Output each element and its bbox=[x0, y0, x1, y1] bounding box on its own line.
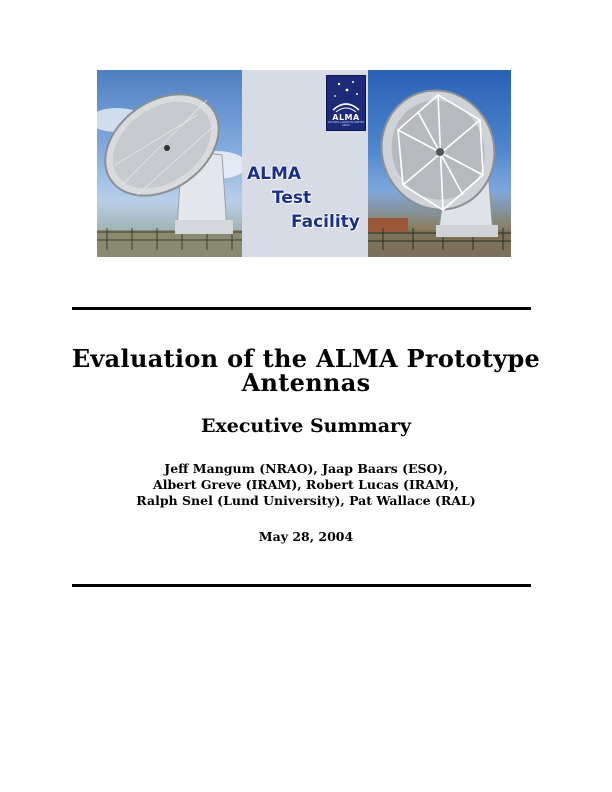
antenna-right-illustration bbox=[368, 70, 511, 257]
facility-line-2: Test bbox=[272, 188, 312, 208]
star-arc-icon bbox=[327, 76, 365, 116]
logo-text: ALMA bbox=[332, 113, 360, 122]
alma-banner-image bbox=[97, 70, 511, 257]
authors-line-1: Jeff Mangum (NRAO), Jaap Baars (ESO), bbox=[164, 461, 448, 476]
alma-logo bbox=[326, 75, 366, 131]
facility-line-3: Facility bbox=[291, 212, 360, 232]
alma-test-facility-panel bbox=[242, 70, 368, 257]
logo-subtext: ATACAMA LARGE MILLIMETER ARRAY bbox=[327, 121, 365, 127]
document-title bbox=[60, 344, 552, 397]
title-line-1: Evaluation of the ALMA Prototype bbox=[71, 344, 541, 373]
antenna-photo-right bbox=[368, 70, 511, 257]
facility-line-1: ALMA bbox=[247, 164, 302, 184]
document-date: May 28, 2004 bbox=[258, 529, 354, 544]
antenna-photo-left bbox=[97, 70, 242, 257]
antenna-left-illustration bbox=[97, 70, 242, 257]
top-rule bbox=[72, 307, 531, 310]
authors-line-2: Albert Greve (IRAM), Robert Lucas (IRAM), bbox=[153, 477, 459, 492]
bottom-rule bbox=[72, 584, 531, 587]
title-line-2: Antennas bbox=[241, 368, 371, 397]
author-list bbox=[60, 461, 552, 509]
authors-line-3: Ralph Snel (Lund University), Pat Wallace (RAL) bbox=[136, 493, 476, 508]
document-subtitle: Executive Summary bbox=[200, 415, 412, 437]
